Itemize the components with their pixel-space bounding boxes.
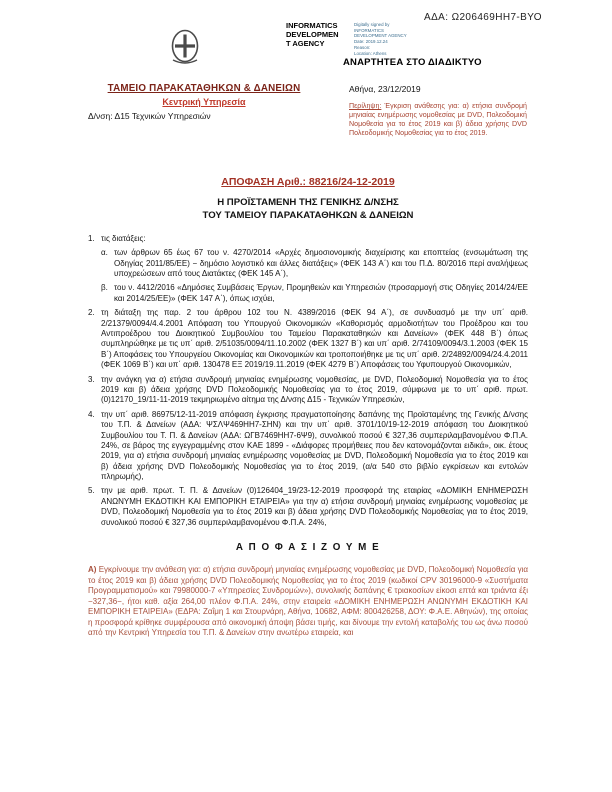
subitem-letter: β.: [101, 283, 108, 293]
decide-heading: Α Π Ο Φ Α Σ Ι Ζ Ο Υ Μ Ε: [235, 542, 381, 554]
item-number: 3.: [88, 374, 95, 384]
stamp-sig-line: INFORMATICS: [354, 27, 384, 33]
list-item: [88, 308, 528, 370]
item-text: τη διάταξη της παρ. 2 του άρθρου 102 του Ν. 4389/2016 (ΦΕΚ 94 Α΄), σε συνδυασμό με την υπ΄ αριθ. 2/21379/0094/4.4.2001 Απόφαση του Υπουργού Οικονομικών «Καθορισμός αρμοδιοτήτων του Προέδρου και του Αντιπροέδρου του Διοικητικού Συμβουλίου του Ταμείου Παρακαταθηκών και Δανείων» (ΦΕΚ 448 Β΄) όπως συμπληρώθηκε με τις υπ΄ αριθ. 2/51035/0094/11.10.2002 (ΦΕΚ 1327 Β΄) και υπ΄ αριθ. 2/74109/0094/3.1.2003 (ΦΕΚ 15 Β΄) Αποφάσεις του Υπουργείου Οικονομίας και Οικονομικών και τροποποιήθηκε με τις υπ΄ αριθ. 2/24892/0094/24.4.2011 (ΦΕΚ 1069 Β΄) και υπ΄ αριθ. 130478 ΕΞ 2019/19.11.2019 (ΦΕΚ 4279 Β΄) Αποφάσεις του Υφυπουργού Οικονομικών,: [101, 308, 528, 370]
item-number: 5.: [88, 486, 95, 496]
list-subitem: [101, 248, 528, 279]
issuing-authority-title: [88, 197, 528, 223]
division-label: Δ/νση: Δ15 Τεχνικών Υπηρεσιών: [88, 111, 211, 121]
stamp-sig-line: Date: 2019.12.24: [354, 39, 388, 45]
city-date: Αθήνα, 23/12/2019: [349, 84, 421, 94]
authority-line-1: Η ΠΡΟΪΣΤΑΜΕΝΗ ΤΗΣ ΓΕΝΙΚΗΣ Δ/ΝΣΗΣ: [217, 197, 399, 208]
decision-paragraph: [88, 565, 528, 639]
stamp-signature-details: [354, 22, 454, 56]
posted-on-internet-label: ΑΝΑΡΤΗΤΕΑ ΣΤΟ ΔΙΑΔΙΚΤΥΟ: [343, 57, 482, 68]
ada-code: ΑΔΑ: Ω206469ΗΗ7-ΒΥΟ: [424, 12, 542, 23]
item-number: 4.: [88, 409, 95, 419]
summary-paragraph: [349, 102, 527, 138]
stamp-sig-line: Digitally signed by: [354, 22, 390, 27]
decision-number-text: ΑΠΟΦΑΣΗ Αριθ.: 88216/24-12-2019: [221, 176, 395, 188]
stamp-agency-name: [286, 22, 348, 49]
subitem-text: του ν. 4412/2016 «Δημόσιες Συμβάσεις Έργων, Προμηθειών και Υπηρεσιών (προσαρμογή στις Οδηγίες 2014/24/ΕΕ και 2014/25/ΕΕ)» (ΦΕΚ 147 Α΄), όπως ισχύει,: [114, 283, 528, 303]
legal-basis-list: [88, 234, 528, 528]
digital-signature-stamp: [286, 22, 454, 56]
stamp-sig-line: Location: Athens: [354, 50, 387, 56]
national-emblem-icon: [168, 26, 202, 68]
issuer-block: [88, 83, 320, 121]
stamp-agency-line: T AGENCY: [286, 38, 325, 48]
summary-label: Περίληψη:: [349, 102, 382, 110]
stamp-sig-line: DEVELOPMENT AGENCY: [354, 33, 407, 39]
decision-number-title: [88, 176, 528, 188]
subitem-letter: α.: [101, 248, 108, 258]
stamp-sig-line: Reason:: [354, 44, 371, 50]
list-item: [88, 486, 528, 528]
decision-text: Εγκρίνουμε την ανάθεση για: α) ετήσια συνδρομή μηνιαίας ενημέρωσης νομοθεσίας με DVD, Πολεοδομική Νομοθεσία για το έτος 2019 και β) άδεια χρήσης DVD Πολεοδομικής Νομοθεσίας για το έτος 2019 (κωδικοί CPV 30196000-9 «Συστήματα Προγραμματισμού» και 79980000-7 «Υπηρεσίες Συνδρομών»), συνολικής δαπάνης € τριακοσίων είκοσι επτά και τριάντα έξι −327,36−, ήτοι καθ. αξία 264,00 πλέον Φ.Π.Α. 24%, στην εταιρεία «ΔΟΜΙΚΗ ΕΝΗΜΕΡΩΣΗ ΑΝΩΝΥΜΗ ΕΚΔΟΤΙΚΗ ΚΑΙ ΕΜΠΟΡΙΚΗ ΕΤΑΙΡΕΙΑ» (ΕΔΡΑ: Ζαΐμη 1 και Στουρνάρη, Αθήνα, 10682, ΑΦΜ: 800426258, ΔΟΥ: Φ.Α.Ε. Αθηνών), της οποίας η προσφορά κρίθηκε συμφέρουσα από οικονομική άποψη βάσει τιμής, και δίνουμε την εντολή καταβολής του ως άνω ποσού από την Κεντρική Υπηρεσία του Τ.Π. & Δανείων στην ανωτέρω εταιρεία, και: [88, 565, 528, 638]
list-item: [88, 410, 528, 483]
item-number: 2.: [88, 308, 95, 318]
list-subitem: [101, 283, 528, 304]
document-body: [88, 176, 528, 639]
central-service-label: Κεντρική Υπηρεσία: [162, 97, 246, 107]
item-text: τις διατάξεις:: [101, 233, 146, 243]
stamp-agency-line: DEVELOPMEN: [286, 29, 339, 39]
organization-name: ΤΑΜΕΙΟ ΠΑΡΑΚΑΤΑΘΗΚΩΝ & ΔΑΝΕΙΩΝ: [107, 83, 301, 94]
item-text: την υπ΄ αριθ. 86975/12-11-2019 απόφαση έγκρισης πραγματοποίησης δαπάνης της Προϊσταμένης της Γενικής Δ/νσης του Τ.Π. & Δανείων (ΑΔΑ: ΨΣΛΨ469ΗΗ7-ΣΗΝ) και την υπ΄ αριθ. 3701/10/19-12-2019 απόφαση του Διοικητικού Συμβουλίου του Τ. Π. & Δανείων (ΑΔΑ: ΩΓΒ7469ΗΗ7-6Ψ9), συνολικού ποσού € 327,36 συμπεριλαμβανομένου Φ.Π.Α. 24%, σε βάρος της εγγεγραμμένης στον ΚΑΕ 1899 - «Διάφορες προμήθειες που δεν κατονομάζονται ειδικά», οικ. έτους 2019, για α) ετήσια συνδρομή μηνιαίας ενημέρωσης νομοθεσίας με DVD, Πολεοδομική Νομοθεσία για το έτος 2019 και β) άδεια χρήσης DVD Πολεοδομικής Νομοθεσίας για το έτος 2019, (α/α 540 στο βιβλίο εγκρίσεων και εντολών πληρωμής),: [101, 409, 528, 482]
date-summary-block: [349, 84, 527, 138]
item-text: την με αριθ. πρωτ. Τ. Π. & Δανείων (0)126404_19/23-12-2019 προσφορά της εταιρίας «ΔΟΜΙΚΗ ΕΝΗΜΕΡΩΣΗ ΑΝΩΝΥΜΗ ΕΚΔΟΤΙΚΗ ΚΑΙ ΕΜΠΟΡΙΚΗ ΕΤΑΙΡΕΙΑ» για την α) ετήσια συνδρομή μηνιαίας ενημέρωσης νομοθεσίας με DVD, Πολεοδομική Νομοθεσία για το έτος 2019 και β) άδεια χρήσης DVD Πολεοδομικής Νομοθεσίας για το έτος 2019, συνολικού ποσού € 327,36 συμπεριλαμβανομένου Φ.Π.Α. 24%,: [101, 486, 528, 527]
summary-text: Έγκριση ανάθεσης για: α) ετήσια συνδρομή μηνιαίας ενημέρωσης νομοθεσίας με DVD, Πολεοδομική Νομοθεσία για το έτος 2019 και β) άδεια χρήσης DVD Πολεοδομικής Νομοθεσίας για το έτος 2019.: [349, 102, 527, 138]
list-item: [88, 375, 528, 406]
subitem-text: των άρθρων 65 έως 67 του ν. 4270/2014 «Αρχές δημοσιονομικής διαχείρισης και εποπτείας (ενσωμάτωση της Οδηγίας 2011/85/ΕΕ) − δημόσιο λογιστικό και άλλες διατάξεις» (ΦΕΚ 143 Α΄) και του Π.Δ. 80/2016 περί αναλήψεως υποχρεώσεων από τους Διατάκτες (ΦΕΚ 145 Α΄),: [114, 248, 528, 279]
stamp-agency-line: INFORMATICS: [286, 21, 338, 30]
list-item: [88, 234, 528, 244]
authority-line-2: ΤΟΥ ΤΑΜΕΙΟΥ ΠΑΡΑΚΑΤΑΘΗΚΩΝ & ΔΑΝΕΙΩΝ: [202, 209, 414, 221]
decision-lead-letter: Α): [88, 565, 97, 575]
item-text: την ανάγκη για α) ετήσια συνδρομή μηνιαίας ενημέρωσης νομοθεσίας, με DVD, Πολεοδομική Νομοθεσία για το έτος 2019 και β) άδεια χρήσης DVD Πολεοδομικής Νομοθεσίας για το έτος 2019, σύμφωνα με το υπ΄ αριθ. πρωτ. (0)12170_19/11-11-2019 τεκμηριωμένο αίτημα της Δ/νσης Δ15 - Τεχνικών Υπηρεσιών,: [101, 374, 528, 405]
item-number: 1.: [88, 233, 95, 243]
